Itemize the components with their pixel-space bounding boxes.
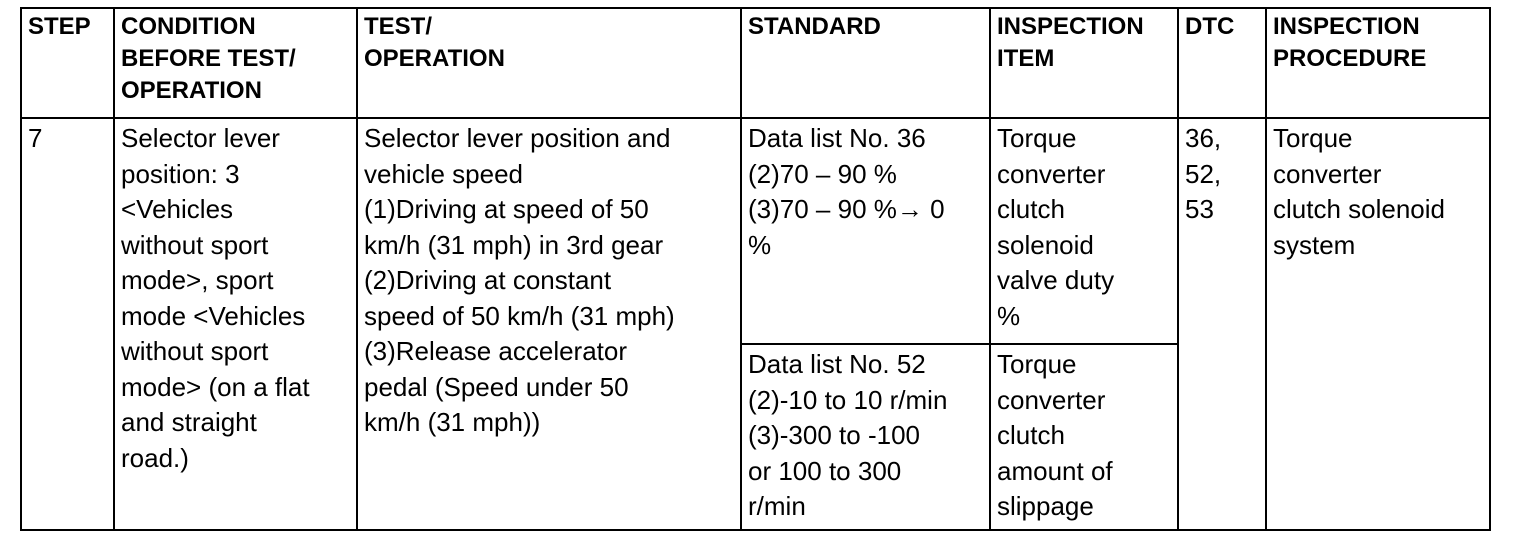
cell-line: (2)70 – 90 %: [748, 158, 897, 189]
cell-condition: [114, 118, 357, 530]
cell-line: %: [997, 300, 1021, 331]
cell-line: r/min: [748, 491, 806, 522]
cell-line: (2)-10 to 10 r/min: [748, 384, 948, 415]
header-line: DTC: [1185, 13, 1235, 40]
cell-line: system: [1273, 229, 1356, 260]
header-line: BEFORE TEST/: [121, 45, 296, 72]
cell-line: amount of: [997, 455, 1113, 486]
cell-line: %: [748, 229, 772, 260]
cell-line: or 100 to 300: [748, 455, 902, 486]
cell-line: 52,: [1185, 158, 1222, 189]
cell-line: valve duty: [997, 265, 1115, 296]
inspection-table: [20, 7, 1491, 531]
cell-line: <Vehicles: [121, 194, 234, 225]
header-line: PROCEDURE: [1273, 45, 1427, 72]
cell-inspection-item-1: [990, 118, 1178, 344]
cell-line: slippage: [997, 491, 1094, 522]
cell-step: [21, 118, 114, 530]
cell-line: converter: [997, 158, 1106, 189]
cell-line: mode> (on a flat: [121, 371, 310, 402]
header-test: [357, 8, 741, 118]
cell-line: 53: [1185, 194, 1214, 225]
header-row: [21, 8, 1490, 118]
header-condition: [114, 8, 357, 118]
cell-line: clutch: [997, 420, 1065, 451]
cell-line: (3)70 – 90 %→ 0: [748, 194, 945, 225]
cell-line: solenoid: [997, 229, 1094, 260]
cell-line: without sport: [121, 336, 269, 367]
header-inspection-procedure: [1266, 8, 1490, 118]
cell-line: road.): [121, 442, 189, 473]
header-line: STEP: [28, 13, 91, 40]
cell-line: and straight: [121, 407, 257, 438]
cell-line: km/h (31 mph) in 3rd gear: [364, 229, 664, 260]
cell-line: Selector lever: [121, 123, 280, 154]
cell-line: Data list No. 36: [748, 123, 926, 154]
header-line: INSPECTION: [997, 13, 1144, 40]
cell-line: (3)Release accelerator: [364, 336, 628, 367]
header-line: CONDITION: [121, 13, 256, 40]
header-line: STANDARD: [748, 13, 881, 40]
cell-line: (1)Driving at speed of 50: [364, 194, 649, 225]
header-dtc: [1178, 8, 1266, 118]
cell-line: clutch solenoid: [1273, 194, 1445, 225]
cell-line: mode <Vehicles: [121, 300, 306, 331]
cell-line: Data list No. 52: [748, 349, 926, 380]
cell-line: 36,: [1185, 123, 1222, 154]
cell-line: converter: [997, 384, 1106, 415]
cell-line: (3)-300 to -100: [748, 420, 920, 451]
header-line: INSPECTION: [1273, 13, 1420, 40]
cell-line: mode>, sport: [121, 265, 274, 296]
cell-line: Selector lever position and: [364, 123, 671, 154]
cell-test: [357, 118, 741, 530]
cell-standard-2: [741, 344, 990, 530]
cell-line: Torque: [997, 123, 1077, 154]
cell-inspection-procedure: [1266, 118, 1490, 530]
header-line: OPERATION: [364, 45, 505, 72]
cell-line: position: 3: [121, 158, 240, 189]
header-line: ITEM: [997, 45, 1055, 72]
cell-line: 7: [28, 123, 43, 154]
header-step: [21, 8, 114, 118]
cell-line: Torque: [997, 349, 1077, 380]
cell-inspection-item-2: [990, 344, 1178, 530]
cell-line: (2)Driving at constant: [364, 265, 612, 296]
header-line: OPERATION: [121, 77, 262, 104]
cell-line: speed of 50 km/h (31 mph): [364, 300, 675, 331]
cell-line: vehicle speed: [364, 158, 523, 189]
cell-line: converter: [1273, 158, 1382, 189]
header-inspection-item: [990, 8, 1178, 118]
cell-dtc: [1178, 118, 1266, 530]
cell-line: without sport: [121, 229, 269, 260]
header-line: TEST/: [364, 13, 433, 40]
table-row: [21, 118, 1490, 344]
cell-line: km/h (31 mph)): [364, 407, 541, 438]
header-standard: [741, 8, 990, 118]
cell-line: Torque: [1273, 123, 1353, 154]
cell-line: pedal (Speed under 50: [364, 371, 629, 402]
cell-standard-1: [741, 118, 990, 344]
cell-line: clutch: [997, 194, 1065, 225]
